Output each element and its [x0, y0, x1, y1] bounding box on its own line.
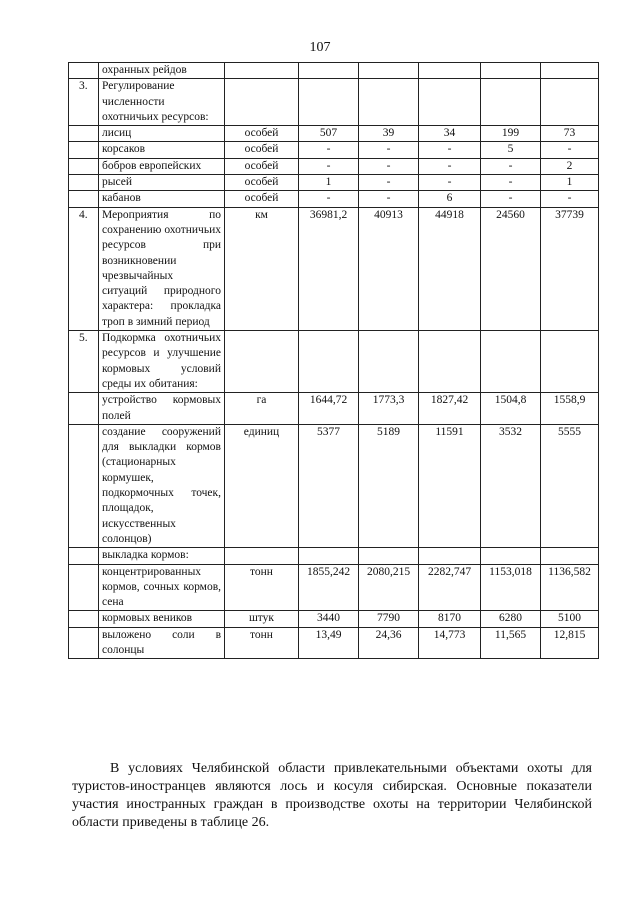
value-cell	[359, 548, 419, 564]
measure-description-cell: кормовых веников	[99, 611, 225, 627]
value-cell	[541, 331, 599, 393]
table-row	[69, 627, 599, 659]
value-cell: 2282,747	[419, 564, 481, 611]
row-index-cell: 4.	[69, 207, 99, 330]
page-number: 107	[309, 40, 331, 55]
value-cell	[419, 548, 481, 564]
value-cell: 2080,215	[359, 564, 419, 611]
value-cell: 5189	[359, 424, 419, 547]
value-cell: 1644,72	[299, 393, 359, 425]
value-cell: -	[541, 142, 599, 158]
row-index-cell: 5.	[69, 331, 99, 393]
value-cell: -	[299, 158, 359, 174]
value-cell: 73	[541, 126, 599, 142]
value-cell: 1773,3	[359, 393, 419, 425]
unit-cell: тонн	[225, 564, 299, 611]
value-cell: 5555	[541, 424, 599, 547]
value-cell	[541, 63, 599, 79]
value-cell: 6280	[481, 611, 541, 627]
table-row	[69, 207, 599, 330]
table-row	[69, 191, 599, 207]
value-cell	[541, 79, 599, 126]
value-cell: 1558,9	[541, 393, 599, 425]
paragraph-text: В условиях Челябинской области привлекательными объектами охоты для туристов-иностранцев являются лось и косуля сибирская. Основные показатели участия иностранных граждан в производстве охоты на территории Челябинской области приведены в таблице 26.	[72, 761, 592, 830]
table-row	[69, 126, 599, 142]
measure-description-cell: Подкормка охотничьих ресурсов и улучшение кормовых условий среды их обитания:	[99, 331, 225, 393]
value-cell: -	[299, 191, 359, 207]
value-cell	[299, 548, 359, 564]
measure-description-cell: рысей	[99, 175, 225, 191]
unit-cell: особей	[225, 126, 299, 142]
unit-cell: га	[225, 393, 299, 425]
value-cell	[419, 63, 481, 79]
value-cell	[299, 79, 359, 126]
unit-cell: единиц	[225, 424, 299, 547]
value-cell: 40913	[359, 207, 419, 330]
table-row	[69, 424, 599, 547]
value-cell: 39	[359, 126, 419, 142]
value-cell: 5377	[299, 424, 359, 547]
measure-description-cell: корсаков	[99, 142, 225, 158]
value-cell: 34	[419, 126, 481, 142]
value-cell: 199	[481, 126, 541, 142]
value-cell: 24560	[481, 207, 541, 330]
value-cell	[481, 331, 541, 393]
value-cell: 8170	[419, 611, 481, 627]
measure-description-cell: кабанов	[99, 191, 225, 207]
value-cell: 12,815	[541, 627, 599, 659]
value-cell: 11591	[419, 424, 481, 547]
row-index-cell	[69, 424, 99, 547]
unit-cell	[225, 331, 299, 393]
unit-cell: особей	[225, 175, 299, 191]
measure-description-cell: Мероприятия по сохранению охотничьих ресурсов при возникновении чрезвычайных ситуаций природного характера: прокладка троп в зимний период	[99, 207, 225, 330]
table-row	[69, 158, 599, 174]
value-cell: -	[299, 142, 359, 158]
value-cell: -	[359, 142, 419, 158]
value-cell: 1827,42	[419, 393, 481, 425]
row-index-cell: 3.	[69, 79, 99, 126]
value-cell: 13,49	[299, 627, 359, 659]
measure-description-cell: выкладка кормов:	[99, 548, 225, 564]
row-index-cell	[69, 158, 99, 174]
table-row	[69, 142, 599, 158]
value-cell: -	[359, 158, 419, 174]
value-cell: 3440	[299, 611, 359, 627]
value-cell: 1	[541, 175, 599, 191]
measure-description-cell: охранных рейдов	[99, 63, 225, 79]
row-index-cell	[69, 627, 99, 659]
measure-description-cell: бобров европейских	[99, 158, 225, 174]
unit-cell: тонн	[225, 627, 299, 659]
unit-cell	[225, 548, 299, 564]
value-cell: -	[419, 142, 481, 158]
value-cell: 7790	[359, 611, 419, 627]
value-cell: 3532	[481, 424, 541, 547]
value-cell: 1855,242	[299, 564, 359, 611]
value-cell: 1504,8	[481, 393, 541, 425]
value-cell: -	[419, 175, 481, 191]
table-row	[69, 63, 599, 79]
measure-description-cell: устройство кормовых полей	[99, 393, 225, 425]
unit-cell: особей	[225, 142, 299, 158]
row-index-cell	[69, 191, 99, 207]
unit-cell	[225, 79, 299, 126]
value-cell	[541, 548, 599, 564]
table-row	[69, 175, 599, 191]
value-cell	[419, 79, 481, 126]
table-row	[69, 79, 599, 126]
row-index-cell	[69, 393, 99, 425]
measure-description-cell: концентрированных кормов, сочных кормов, сена	[99, 564, 225, 611]
value-cell: 11,565	[481, 627, 541, 659]
value-cell: 2	[541, 158, 599, 174]
unit-cell	[225, 63, 299, 79]
row-index-cell	[69, 564, 99, 611]
unit-cell: штук	[225, 611, 299, 627]
value-cell	[481, 79, 541, 126]
unit-cell: особей	[225, 158, 299, 174]
table-body	[69, 63, 599, 659]
value-cell: 6	[419, 191, 481, 207]
value-cell: 14,773	[419, 627, 481, 659]
row-index-cell	[69, 63, 99, 79]
value-cell: -	[481, 191, 541, 207]
value-cell: 36981,2	[299, 207, 359, 330]
value-cell: 1	[299, 175, 359, 191]
value-cell: -	[481, 175, 541, 191]
table-row	[69, 393, 599, 425]
value-cell: 5	[481, 142, 541, 158]
measure-description-cell: Регулирование численности охотничьих ресурсов:	[99, 79, 225, 126]
value-cell	[481, 548, 541, 564]
row-index-cell	[69, 175, 99, 191]
row-index-cell	[69, 142, 99, 158]
value-cell: 44918	[419, 207, 481, 330]
value-cell	[359, 331, 419, 393]
value-cell: 24,36	[359, 627, 419, 659]
wildlife-measures-table	[68, 62, 599, 659]
value-cell: -	[419, 158, 481, 174]
table-row	[69, 564, 599, 611]
value-cell: 5100	[541, 611, 599, 627]
table-row	[69, 548, 599, 564]
value-cell: 1136,582	[541, 564, 599, 611]
value-cell: 507	[299, 126, 359, 142]
value-cell: -	[541, 191, 599, 207]
table-row	[69, 331, 599, 393]
value-cell	[359, 79, 419, 126]
value-cell	[419, 331, 481, 393]
row-index-cell	[69, 611, 99, 627]
unit-cell: особей	[225, 191, 299, 207]
body-paragraph	[72, 760, 592, 832]
value-cell	[359, 63, 419, 79]
unit-cell: км	[225, 207, 299, 330]
value-cell: -	[481, 158, 541, 174]
measure-description-cell: лисиц	[99, 126, 225, 142]
table-row	[69, 611, 599, 627]
value-cell: 1153,018	[481, 564, 541, 611]
value-cell	[481, 63, 541, 79]
value-cell: -	[359, 191, 419, 207]
value-cell	[299, 331, 359, 393]
row-index-cell	[69, 548, 99, 564]
value-cell: 37739	[541, 207, 599, 330]
measure-description-cell: выложено соли в солонцы	[99, 627, 225, 659]
value-cell: -	[359, 175, 419, 191]
measure-description-cell: создание сооружений для выкладки кормов (стационарных кормушек, подкормочных точек, площадок, искусственных солонцов)	[99, 424, 225, 547]
row-index-cell	[69, 126, 99, 142]
value-cell	[299, 63, 359, 79]
